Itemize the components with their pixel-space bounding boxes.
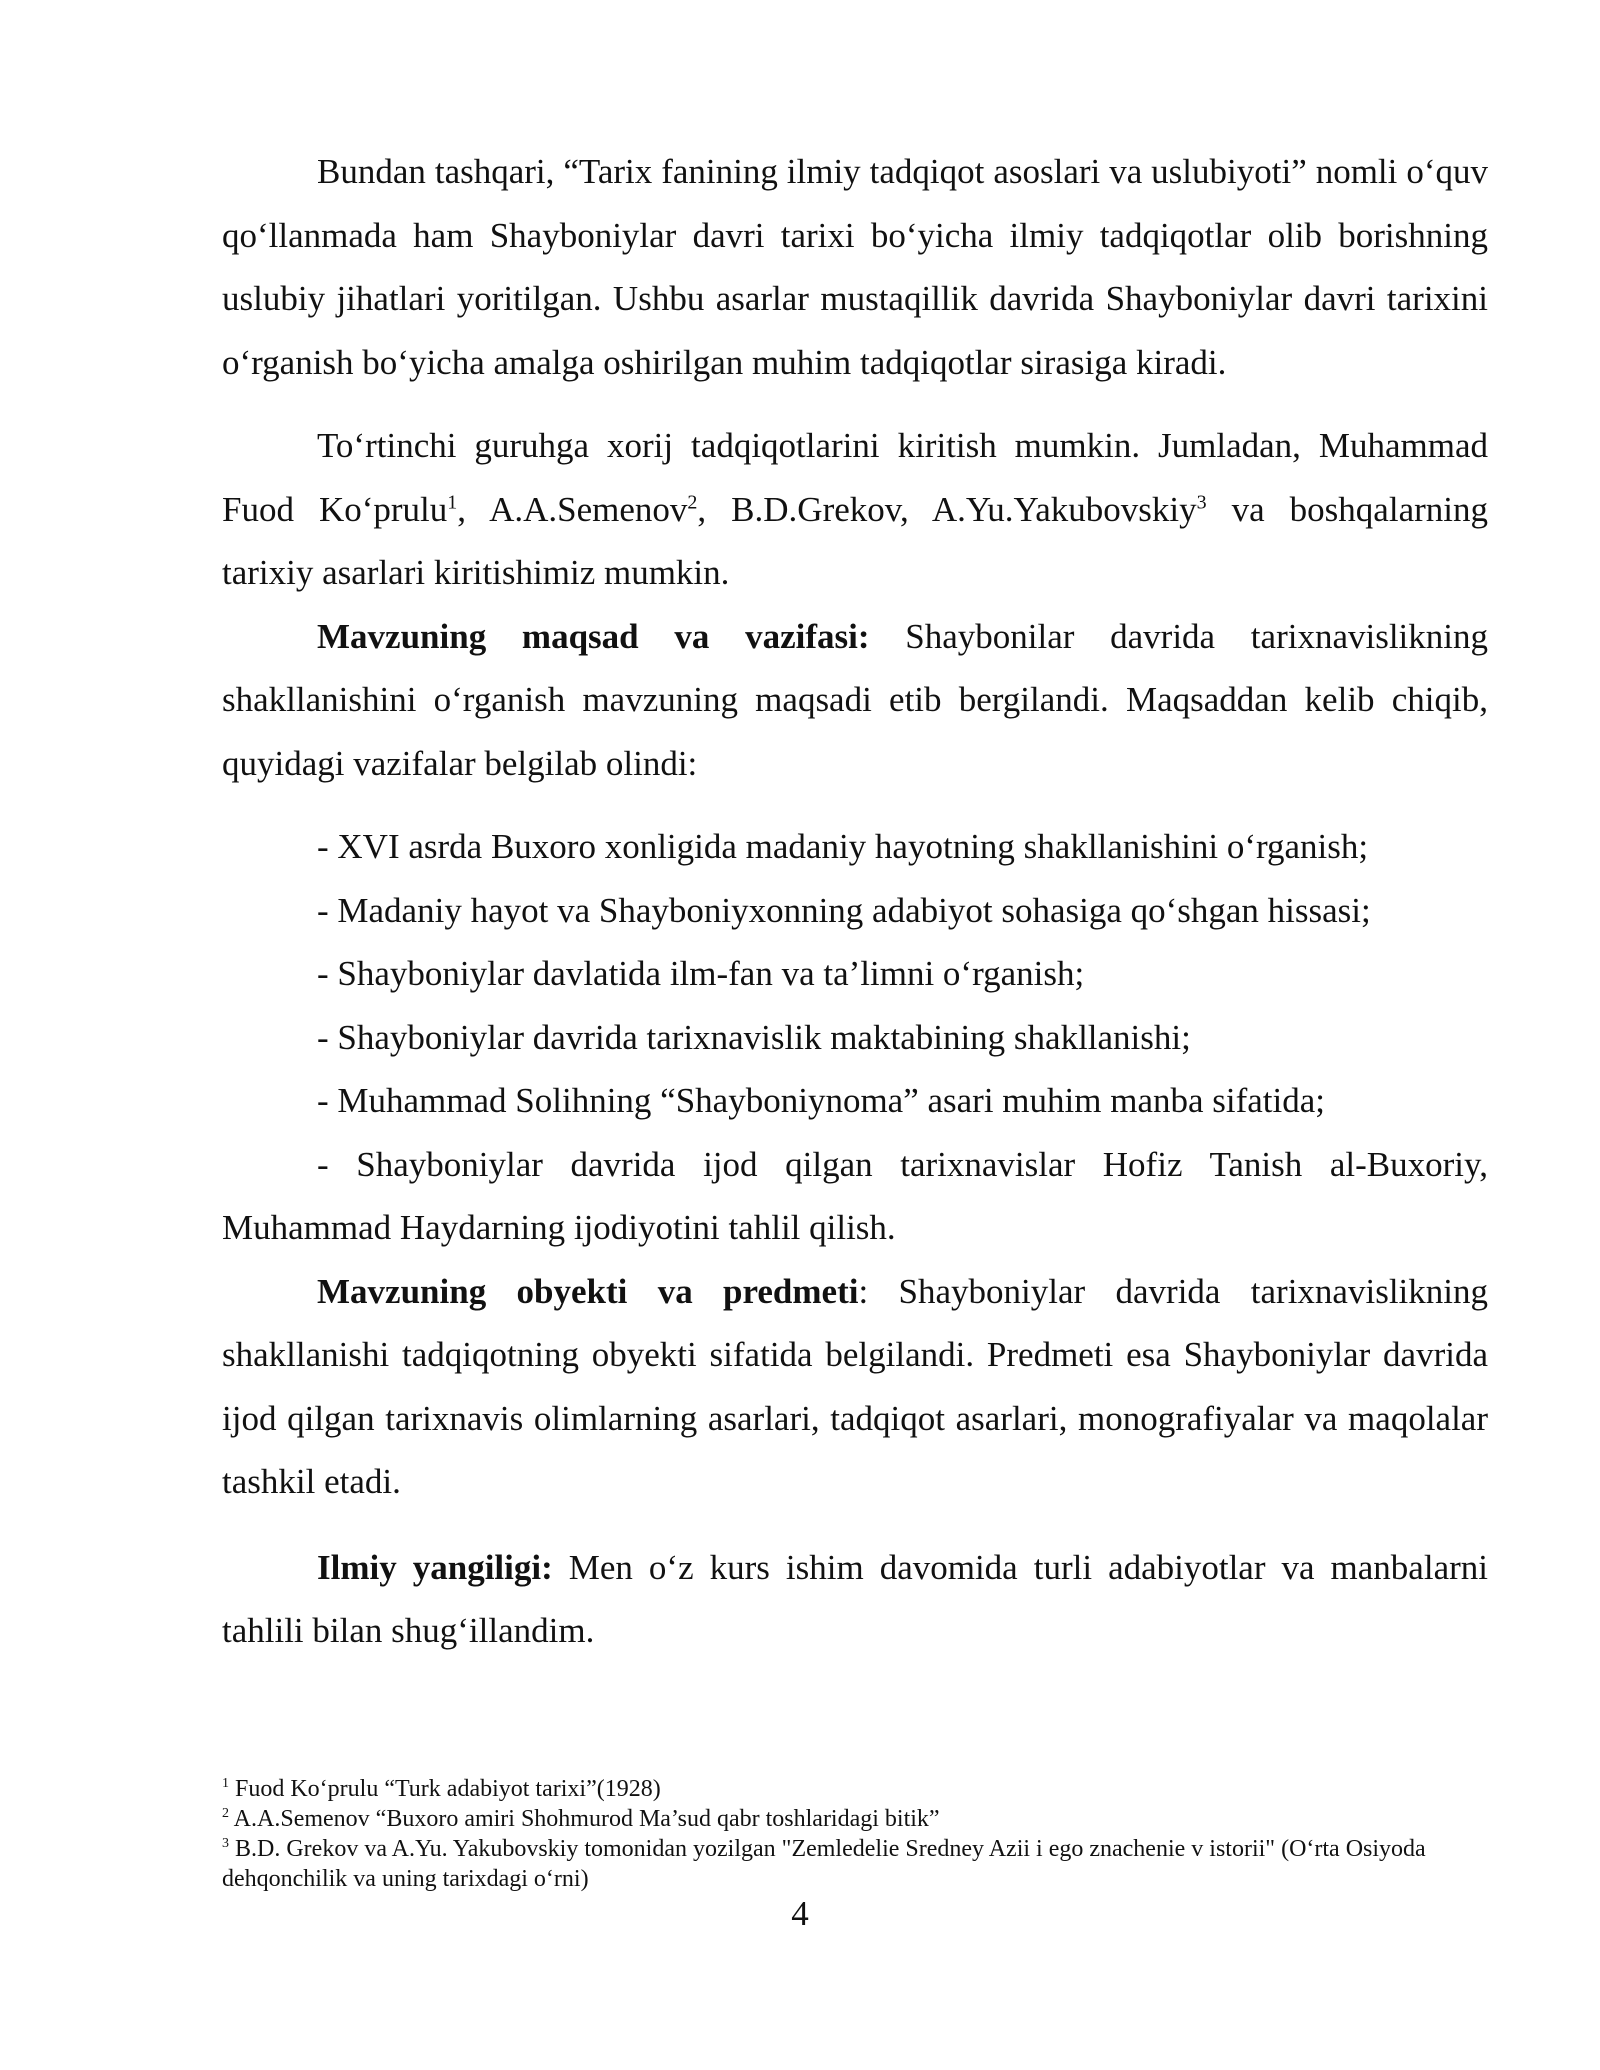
list-item: - Shayboniylar davlatida ilm-fan va ta’limni o‘rganish;	[317, 954, 1085, 993]
paragraph-text: Shaybonilar davrida tarixnavislikning shakllanishini o‘rganish mavzuning maqsadi etib bergilandi. Maqsaddan kelib chiqib, quyidagi vazifalar belgilab olindi:	[222, 616, 1488, 783]
section-heading-object: Mavzuning obyekti va predmeti	[317, 1271, 859, 1311]
paragraph-goal	[222, 605, 1488, 796]
paragraph-text: , A.A.Semenov	[457, 489, 688, 529]
footnote-text: A.A.Semenov “Buxoro amiri Shohmurod Ma’sud qabr toshlaridagi bitik”	[229, 1806, 940, 1832]
footnote	[222, 1774, 1488, 1804]
paragraph-text: : Shayboniylar davrida tarixnavislikning shakllanishi tadqiqotning obyekti sifatida belgilandi. Predmeti esa Shayboniylar davrida ijod qilgan tarixnavis olimlarning asarlari, tadqiqot asarlari, monografiyalar va maqolalar tashkil etadi.	[222, 1271, 1488, 1501]
list-item: - Shayboniylar davrida tarixnavislik maktabining shakllanishi;	[317, 1017, 1191, 1057]
paragraph-text: Men o‘z kurs ishim davomida turli adabiyotlar va manbalarni tahlili bilan shug‘illandim.	[222, 1547, 1488, 1650]
tasks-list	[222, 815, 1488, 1260]
footnote-ref-3[interactable]: 3	[1196, 490, 1207, 513]
paragraph-object	[222, 1260, 1488, 1514]
footnote	[222, 1804, 1488, 1834]
section-heading-goal: Mavzuning maqsad va vazifasi:	[317, 616, 870, 656]
paragraph-novelty	[222, 1536, 1488, 1663]
footnote-number: 1	[222, 1776, 229, 1791]
footnote-number: 2	[222, 1806, 229, 1821]
paragraph-text: To‘rtinchi guruhga xorij tadqiqotlarini kiritish mumkin. Jumladan, Muhammad Fuod Ko‘prulu	[222, 426, 1488, 529]
footnote-ref-1[interactable]: 1	[447, 490, 458, 513]
list-item: - Shayboniylar davrida ijod qilgan tarixnavislar Hofiz Tanish al-Buxoriy, Muhammad Haydarning ijodiyotini tahlil qilish.	[222, 1144, 1488, 1247]
paragraph-foreign-research	[222, 414, 1488, 605]
paragraph-sources: Bundan tashqari, “Tarix fanining ilmiy tadqiqot asoslari va uslubiyoti” nomli o‘quv qo‘llanmada ham Shayboniylar davri tarixi bo‘yicha ilmiy tadqiqotlar olib borishning uslubiy jihatlari yoritilgan. Ushbu asarlar mustaqillik davrida Shayboniylar davri tarixini o‘rganish bo‘yicha amalga oshirilgan muhim tadqiqotlar sirasiga kiradi.	[222, 152, 1488, 382]
footnote-text: Fuod Ko‘prulu “Turk adabiyot tarixi”(1928)	[229, 1776, 661, 1802]
page-number: 4	[791, 1894, 809, 1933]
footnote-text: B.D. Grekov va A.Yu. Yakubovskiy tomonidan yozilgan "Zemledelie Sredney Azii i ego znachenie v istorii" (O‘rta Osiyoda dehqonchilik va uning tarixdagi o‘rni)	[222, 1836, 1426, 1892]
list-item: - Madaniy hayot va Shayboniyxonning adabiyot sohasiga qo‘shgan hissasi;	[317, 890, 1371, 930]
footnote	[222, 1834, 1488, 1894]
footnote-ref-2[interactable]: 2	[687, 490, 698, 513]
paragraph-text: va boshqalarning tarixiy asarlari kiritishimiz mumkin.	[222, 489, 1488, 592]
footnote-number: 3	[222, 1836, 229, 1851]
footnotes	[222, 1774, 1488, 1894]
list-item: - Muhammad Solihning “Shayboniynoma” asari muhim manba sifatida;	[317, 1081, 1326, 1120]
paragraph-text: , B.D.Grekov, A.Yu.Yakubovskiy	[697, 489, 1197, 529]
list-item: - XVI asrda Buxoro xonligida madaniy hayotning shakllanishini o‘rganish;	[317, 827, 1369, 866]
section-heading-novelty: Ilmiy yangiligi:	[317, 1547, 553, 1587]
